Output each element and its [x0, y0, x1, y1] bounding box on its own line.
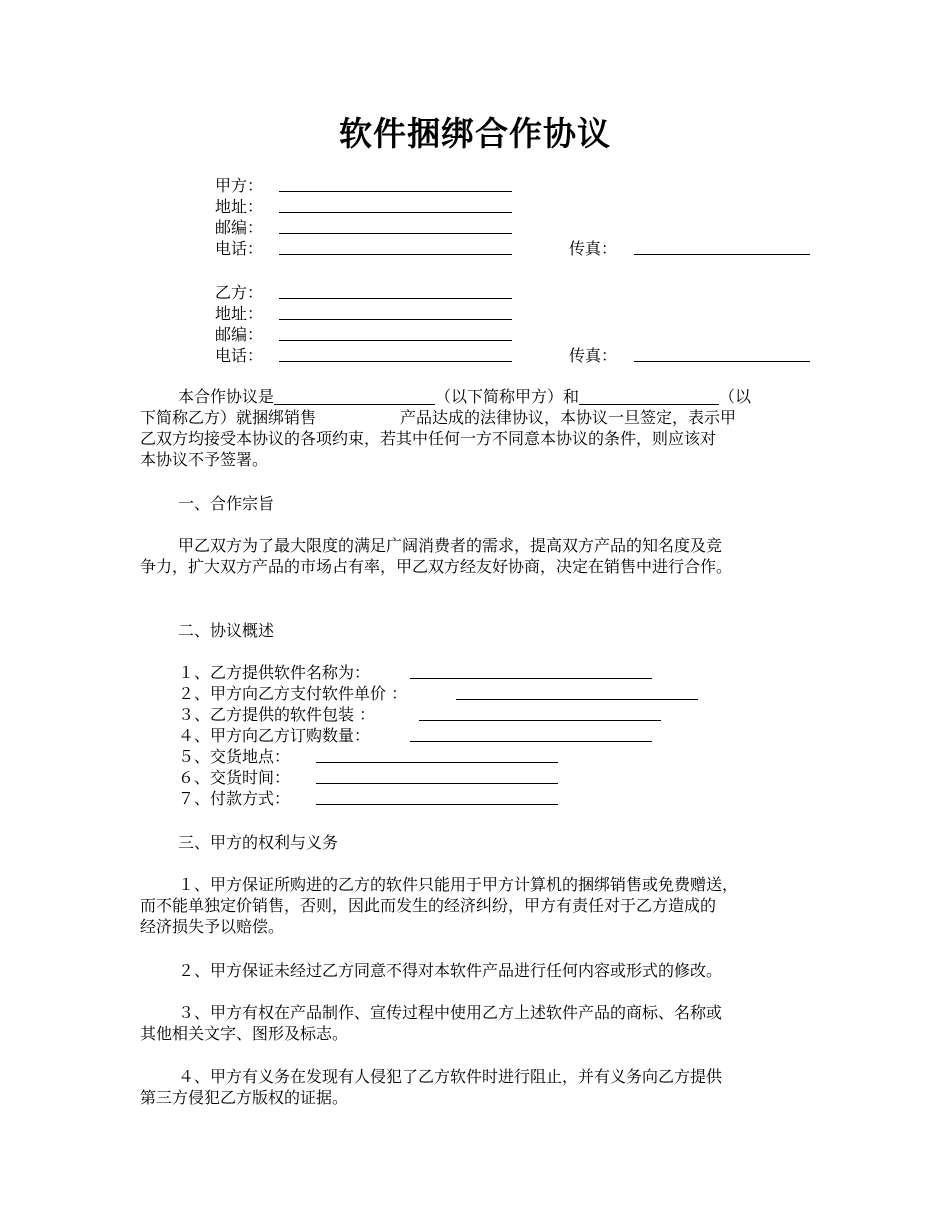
party-b-fax-field[interactable] — [634, 361, 810, 362]
item-packaging-field[interactable] — [419, 720, 661, 721]
party-b-address-field[interactable] — [279, 319, 512, 320]
party-a-fax-label: 传真： — [569, 239, 618, 258]
item-delivery-time-field[interactable] — [316, 783, 558, 784]
section-2-heading: 二、协议概述 — [178, 621, 275, 640]
party-b-postcode-field[interactable] — [279, 340, 512, 341]
item-payment-method-label: ７、付款方式： — [178, 789, 291, 808]
item-quantity-label: ４、甲方向乙方订购数量： — [178, 726, 371, 745]
party-b-name-label: 乙方： — [215, 283, 264, 302]
clause-3-line-2: 其他相关文字、图形及标志。 — [140, 1024, 349, 1043]
clause-3-line-1: ３、甲方有权在产品制作、宣传过程中使用乙方上述软件产品的商标、名称或 — [178, 1003, 723, 1022]
party-b-address-label: 地址： — [215, 304, 264, 323]
party-a-name-label: 甲方： — [215, 176, 264, 195]
clause-4-line-2: 第三方侵犯乙方版权的证据。 — [140, 1088, 349, 1107]
item-software-name-field[interactable] — [410, 678, 652, 679]
intro-party-a-blank[interactable] — [274, 388, 435, 405]
party-b-phone-field[interactable] — [279, 361, 512, 362]
intro-text-5: 产品达成的法律协议，本协议一旦签定，表示甲 — [400, 408, 737, 427]
intro-text-1: 本合作协议是 — [178, 387, 275, 406]
party-a-phone-label: 电话： — [215, 239, 264, 258]
clause-1-line-2: 而不能单独定价销售，否则，因此而发生的经济纠纷，甲方有责任对于乙方造成的 — [140, 896, 717, 915]
item-unit-price-label: ２、甲方向乙方支付软件单价 ： — [178, 684, 408, 703]
party-a-address-label: 地址： — [215, 197, 264, 216]
clause-1-line-1: １、甲方保证所购进的乙方的软件只能用于甲方计算机的捆绑销售或免费赠送， — [178, 875, 739, 894]
party-b-fax-label: 传真： — [569, 346, 618, 365]
intro-text-7: 本协议不予签署。 — [140, 450, 269, 469]
section-1-heading: 一、合作宗旨 — [178, 494, 275, 513]
item-payment-method-field[interactable] — [316, 804, 558, 805]
section-1-line-2: 争力，扩大双方产品的市场占有率，甲乙双方经友好协商，决定在销售中进行合作。 — [140, 557, 733, 576]
clause-4-line-1: ４、甲方有义务在发现有人侵犯了乙方软件时进行阻止，并有义务向乙方提供 — [178, 1067, 723, 1086]
intro-text-4: 下简称乙方）就捆绑销售 — [140, 408, 317, 427]
intro-text-2: （以下简称甲方）和 — [435, 387, 580, 406]
item-quantity-field[interactable] — [410, 741, 652, 742]
item-delivery-time-label: ６、交货时间： — [178, 768, 291, 787]
clause-1-line-3: 经济损失予以赔偿。 — [140, 917, 285, 936]
party-b-postcode-label: 邮编： — [215, 325, 264, 344]
item-packaging-label: ３、乙方提供的软件包装 ： — [178, 705, 376, 724]
item-delivery-place-label: ５、交货地点： — [178, 747, 291, 766]
item-software-name-label: １、乙方提供软件名称为： — [178, 663, 371, 682]
item-delivery-place-field[interactable] — [316, 762, 558, 763]
intro-party-b-blank[interactable] — [579, 388, 719, 405]
party-a-phone-field[interactable] — [279, 254, 512, 255]
intro-text-6: 乙双方均接受本协议的各项约束，若其中任何一方不同意本协议的条件，则应该对 — [140, 429, 717, 448]
section-1-line-1: 甲乙双方为了最大限度的满足广阔消费者的需求，提高双方产品的知名度及竞 — [178, 536, 723, 555]
section-3-clause-2: ２、甲方保证未经过乙方同意不得对本软件产品进行任何内容或形式的修改。 — [178, 961, 723, 980]
section-3-heading: 三、甲方的权利与义务 — [178, 833, 339, 852]
party-b-name-field[interactable] — [279, 298, 512, 299]
party-a-fax-field[interactable] — [634, 254, 810, 255]
party-a-postcode-field[interactable] — [279, 233, 512, 234]
party-b-phone-label: 电话： — [215, 346, 264, 365]
party-a-postcode-label: 邮编： — [215, 218, 264, 237]
party-a-address-field[interactable] — [279, 212, 512, 213]
party-a-name-field[interactable] — [279, 191, 512, 192]
document-title: 软件捆绑合作协议 — [339, 114, 611, 153]
intro-text-3: （以 — [719, 387, 752, 406]
item-unit-price-field[interactable] — [456, 699, 698, 700]
